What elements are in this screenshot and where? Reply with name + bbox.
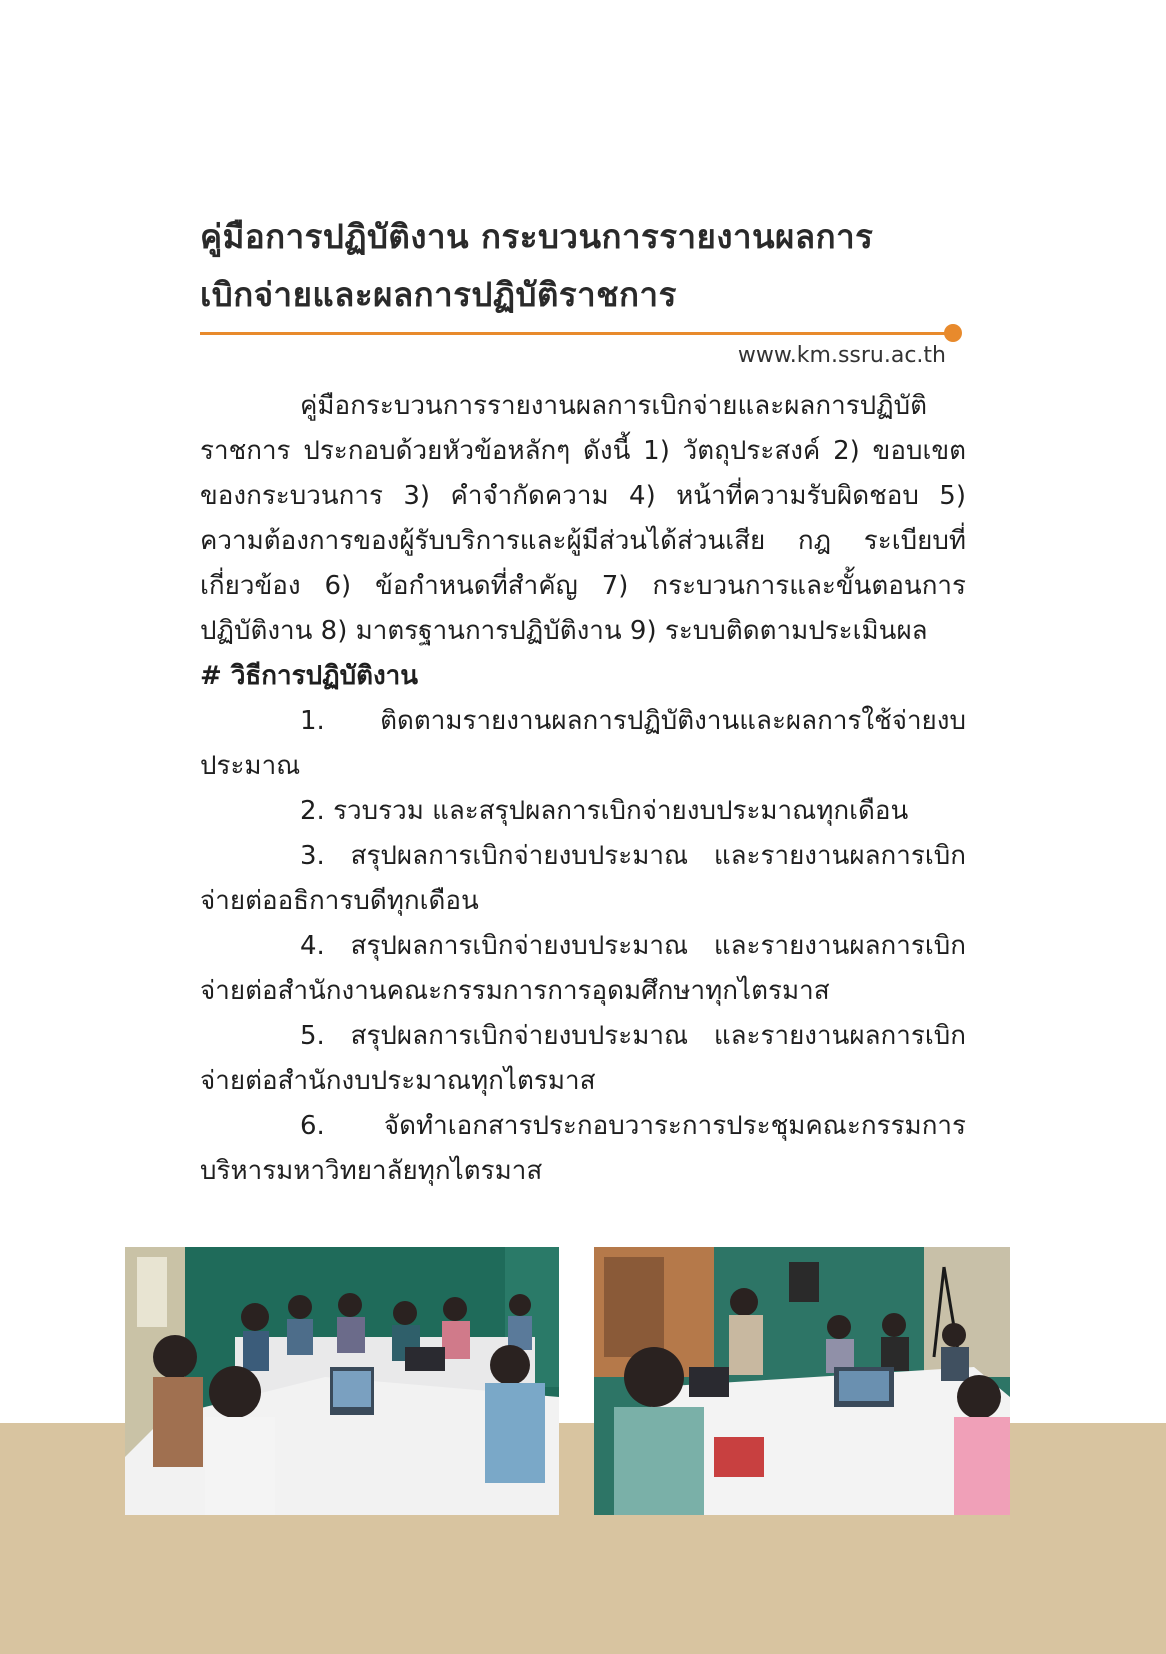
page-title <box>200 208 966 324</box>
intro-paragraph: คู่มือกระบวนการรายงานผลการเบิกจ่ายและผลการปฏิบัติราชการ ประกอบด้วยหัวข้อหลักๆ ดังนี้ 1) วัตถุประสงค์ 2) ขอบเขตของกระบวนการ 3) คำจำกัดความ 4) หน้าที่ความรับผิดชอบ 5) ความต้องการของผู้รับบริการและผู้มีส่วนได้ส่วนเสีย กฎ ระเบียบที่เกี่ยวข้อง 6) ข้อกำหนดที่สำคัญ 7) กระบวนการและขั้นตอนการปฏิบัติงาน 8) มาตรฐานการปฏิบัติงาน 9) ระบบติดตามประเมินผล <box>200 391 966 646</box>
section-heading: # วิธีการปฏิบัติงาน <box>200 661 419 691</box>
underline-dot <box>944 324 962 342</box>
meeting-photo-right-image <box>594 1247 1010 1515</box>
meeting-photo-left-image <box>125 1247 559 1515</box>
step-item: 5. สรุปผลการเบิกจ่ายงบประมาณ และรายงานผลการเบิกจ่ายต่อสำนักงบประมาณทุกไตรมาส <box>200 1021 966 1096</box>
title-underline <box>200 332 952 335</box>
step-item: 2. รวบรวม และสรุปผลการเบิกจ่ายงบประมาณทุกเดือน <box>300 796 909 826</box>
meeting-photo-right <box>594 1247 1010 1515</box>
title-line-2: เบิกจ่ายและผลการปฏิบัติราชการ <box>200 275 677 314</box>
step-item: 4. สรุปผลการเบิกจ่ายงบประมาณ และรายงานผลการเบิกจ่ายต่อสำนักงานคณะกรรมการการอุดมศึกษาทุกไตรมาส <box>200 931 966 1006</box>
step-item: 1. ติดตามรายงานผลการปฏิบัติงานและผลการใช้จ่ายงบประมาณ <box>200 706 966 781</box>
meeting-photo-left <box>125 1247 559 1515</box>
page-content <box>200 208 966 1194</box>
step-item: 3. สรุปผลการเบิกจ่ายงบประมาณ และรายงานผลการเบิกจ่ายต่ออธิการบดีทุกเดือน <box>200 841 966 916</box>
site-url: www.km.ssru.ac.th <box>737 343 946 368</box>
step-item: 6. จัดทำเอกสารประกอบวาระการประชุมคณะกรรมการบริหารมหาวิทยาลัยทุกไตรมาส <box>200 1111 966 1186</box>
title-line-1: คู่มือการปฏิบัติงาน กระบวนการรายงานผลการ <box>200 217 874 256</box>
